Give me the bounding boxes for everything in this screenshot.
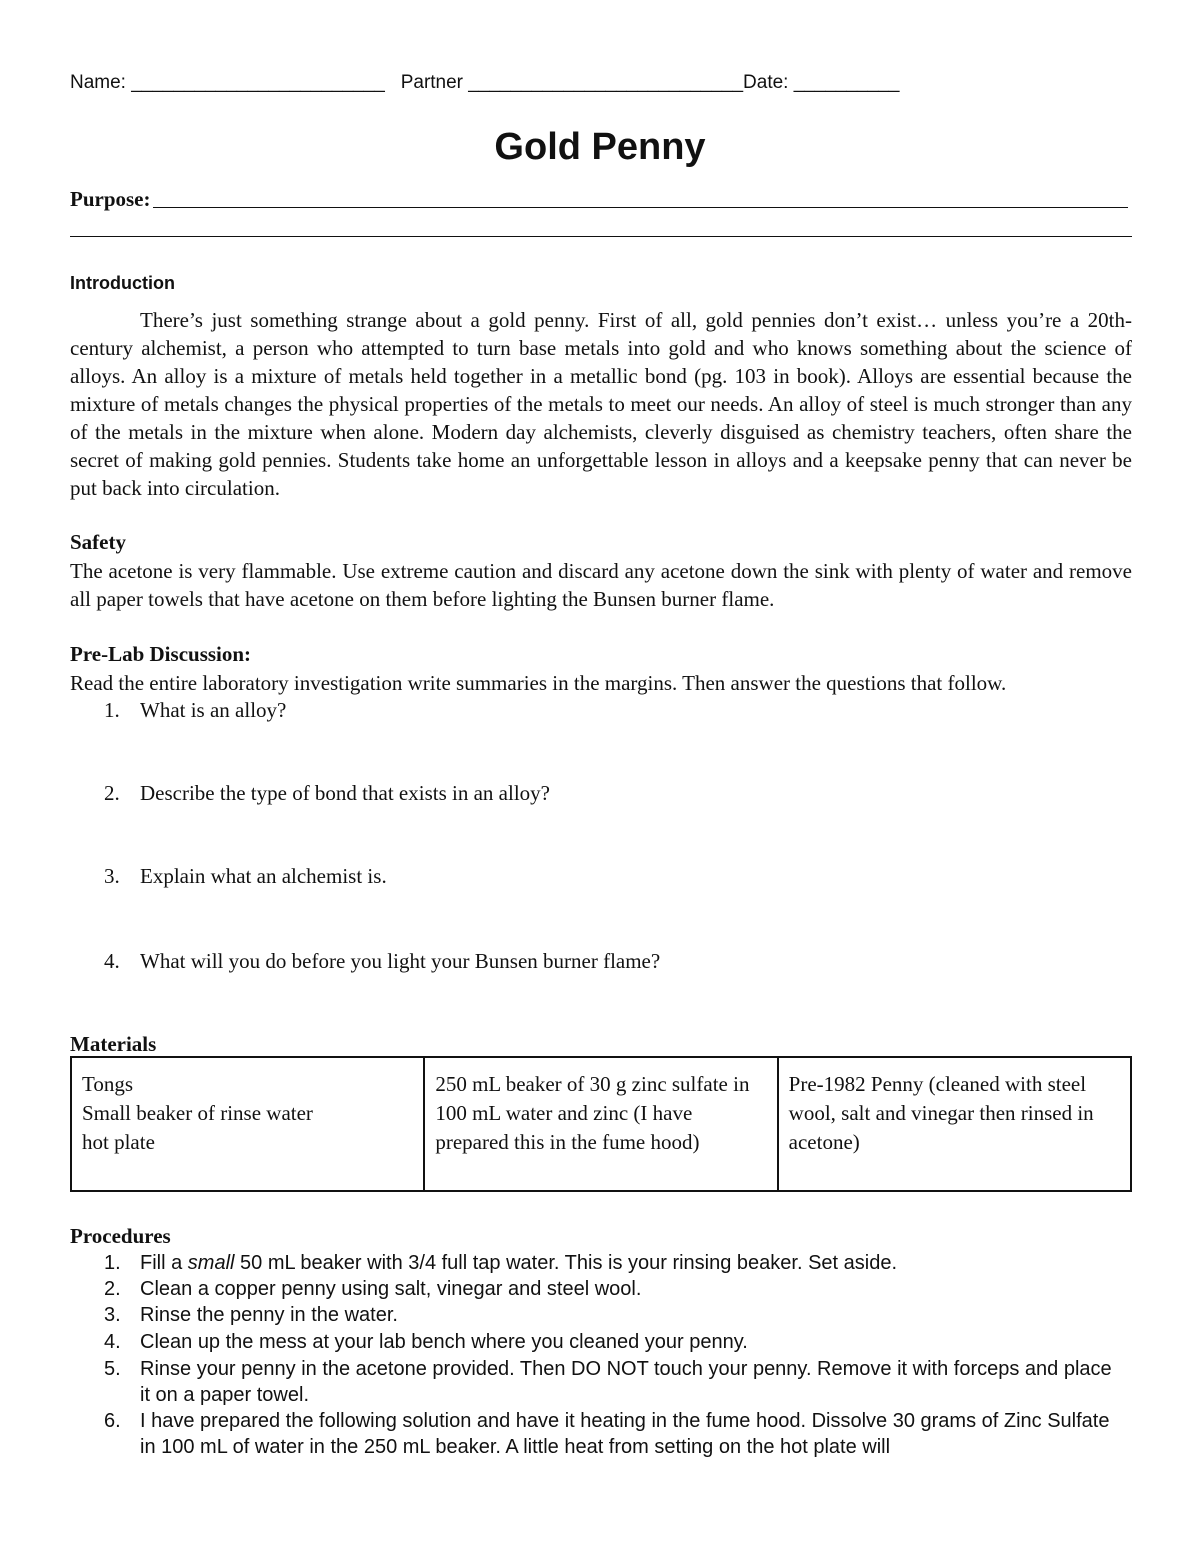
prelab-question: 2. Describe the type of bond that exists in an alloy? <box>104 781 550 805</box>
prelab-heading: Pre-Lab Discussion: <box>70 642 252 666</box>
partner-field[interactable]: Partner __________________________ <box>400 72 744 93</box>
materials-heading: Materials <box>70 1032 157 1056</box>
procedure-step: 5. Rinse your penny in the acetone provided. Then DO NOT touch your penny. Remove it with forceps and place it on a paper towel. <box>104 1358 1112 1406</box>
prelab-question: 1. What is an alloy? <box>104 698 287 722</box>
purpose-answer-line-2[interactable] <box>70 236 1132 237</box>
procedure-step: 1. Fill a small 50 mL beaker with 3/4 full tap water. This is your rinsing beaker. Set aside. <box>104 1252 898 1274</box>
prelab-intro: Read the entire laboratory investigation write summaries in the margins. Then answer the questions that follow. <box>70 671 1007 695</box>
date-field[interactable]: Date: __________ <box>743 72 900 93</box>
purpose-answer-line[interactable] <box>153 207 1129 208</box>
procedure-step: 4. Clean up the mess at your lab bench where you cleaned your penny. <box>104 1331 748 1353</box>
materials-cell: Pre-1982 Penny (cleaned with steel wool, salt and vinegar then rinsed in acetone) <box>778 1057 1131 1191</box>
prelab-question: 3. Explain what an alchemist is. <box>104 864 387 888</box>
procedure-step: 6. I have prepared the following solution and have it heating in the fume hood. Dissolve 30 grams of Zinc Sulfate in 100 mL of water in the 250 mL beaker. A little heat from setting on the hot plate will <box>104 1410 1110 1458</box>
purpose-row <box>70 186 1128 212</box>
page-title: Gold Penny <box>494 126 706 168</box>
procedure-step: 2. Clean a copper penny using salt, vinegar and steel wool. <box>104 1278 642 1300</box>
introduction-text: There’s just something strange about a gold penny. First of all, gold pennies don’t exist… unless you’re a 20th-century alchemist, a person who attempted to turn base metals into gold and who knows something about the science of alloys. An alloy is a mixture of metals held together in a metallic bond (pg. 103 in book). Alloys are essential because the mixture of metals changes the physical properties of the metals to meet our needs. An alloy of steel is much stronger than any of the metals in the mixture when alone. Modern day alchemists, cleverly disguised as chemistry teachers, often share the secret of making gold pennies. Students take home an unforgettable lesson in alloys and a keepsake penny that can never be put back into circulation. <box>70 308 1132 500</box>
procedure-step: 3. Rinse the penny in the water. <box>104 1304 398 1326</box>
prelab-question: 4. What will you do before you light your Bunsen burner flame? <box>104 949 661 973</box>
purpose-label: Purpose: <box>70 187 151 211</box>
procedures-heading: Procedures <box>70 1224 171 1248</box>
name-field[interactable]: Name: ________________________ <box>70 72 385 93</box>
materials-cell: Tongs Small beaker of rinse water hot plate <box>71 1057 424 1191</box>
safety-heading: Safety <box>70 530 126 554</box>
materials-cell: 250 mL beaker of 30 g zinc sulfate in 100 mL water and zinc (I have prepared this in the fume hood) <box>424 1057 777 1191</box>
introduction-paragraph <box>70 306 1132 502</box>
materials-table <box>70 1056 1132 1192</box>
introduction-heading: Introduction <box>70 273 175 293</box>
header-fields <box>70 72 899 94</box>
safety-text: The acetone is very flammable. Use extreme caution and discard any acetone down the sink with plenty of water and remove all paper towels that have acetone on them before lighting the Bunsen burner flame. <box>70 559 1132 611</box>
